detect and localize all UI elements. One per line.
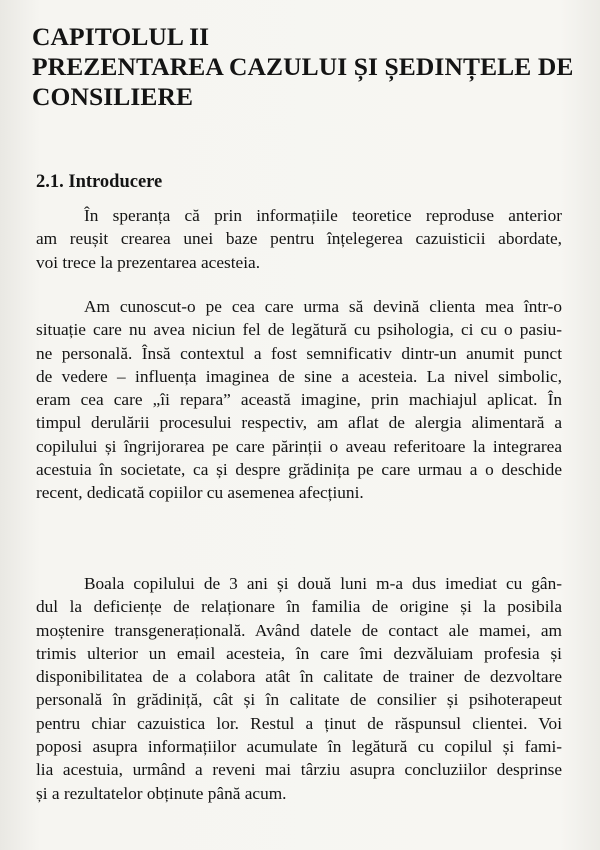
paragraph-line: Boala copilului de 3 ani și două luni m-a dus imediat cu gân- xyxy=(84,574,562,593)
chapter-number: CAPITOLUL II xyxy=(32,22,210,51)
paragraph-line: Am cunoscut-o pe cea care urma să devină clienta mea într-o xyxy=(84,297,562,316)
section-heading: 2.1. Introducere xyxy=(36,172,163,192)
paragraph-2 xyxy=(36,295,562,505)
paragraph-3 xyxy=(36,572,562,805)
paragraph-line: de vedere – influența imaginea de sine a acesteia. La nivel simbolic, xyxy=(36,366,562,386)
paragraph-line: timpul derulării procesului respectiv, am aflat de alergia alimentară a xyxy=(36,413,562,433)
paragraph-line: disponibilitatea de a colabora atât în calitate de trainer de dezvoltare xyxy=(36,667,562,687)
paragraph-line: copilului și îngrijorarea pe care părinții o aveau referitoare la integrarea xyxy=(36,436,562,456)
paragraph-line: moștenire transgenerațională. Având datele de contact ale mamei, am xyxy=(36,620,562,640)
paragraph-line: situație care nu avea niciun fel de legătură cu psihologia, ci cu o pasiu- xyxy=(36,320,562,340)
paragraph-line: ne personală. Însă contextul a fost semnificativ dintr-un anumit punct xyxy=(36,343,562,363)
paragraph-line: recent, dedicată copiilor cu asemenea afecțiuni. xyxy=(36,483,364,503)
paragraph-line: trimis ulterior un email acesteia, în care îmi dezvăluiam profesia și xyxy=(36,643,562,663)
paragraph-line: pentru chiar cazuistica lor. Restul a ținut de răspunsul clientei. Voi xyxy=(36,713,562,733)
paragraph-1 xyxy=(36,204,562,274)
paragraph-line: voi trece la prezentarea acesteia. xyxy=(36,252,261,272)
paragraph-line: dul la deficiențe de relaționare în familia de origine și la posibila xyxy=(36,597,562,617)
chapter-title-line-2: CONSILIERE xyxy=(32,82,194,111)
paragraph-line: am reușit crearea unei baze pentru înțelegerea cazuisticii abordate, xyxy=(36,229,562,249)
paragraph-line: În speranța că prin informațiile teoretice reproduse anterior xyxy=(84,206,562,225)
paragraph-line: poposi asupra informațiilor acumulate în legătură cu copilul și fami- xyxy=(36,737,562,757)
chapter-heading xyxy=(32,22,582,112)
chapter-title-line-1: PREZENTAREA CAZULUI ȘI ȘEDINȚELE DE xyxy=(32,52,574,81)
paragraph-line: lia acestuia, urmând a reveni mai târziu asupra concluziilor desprinse xyxy=(36,760,562,780)
paragraph-line: eram cea care „îi repara” această imagine, prin machiajul aplicat. În xyxy=(36,390,562,410)
paragraph-line: și a rezultatelor obținute până acum. xyxy=(36,783,287,803)
paragraph-line: acestuia în societate, ca și despre grădinița pe care urmau a o deschide xyxy=(36,460,562,480)
paragraph-line: personală în grădiniță, cât și în calitate de consilier și psihoterapeut xyxy=(36,690,562,710)
